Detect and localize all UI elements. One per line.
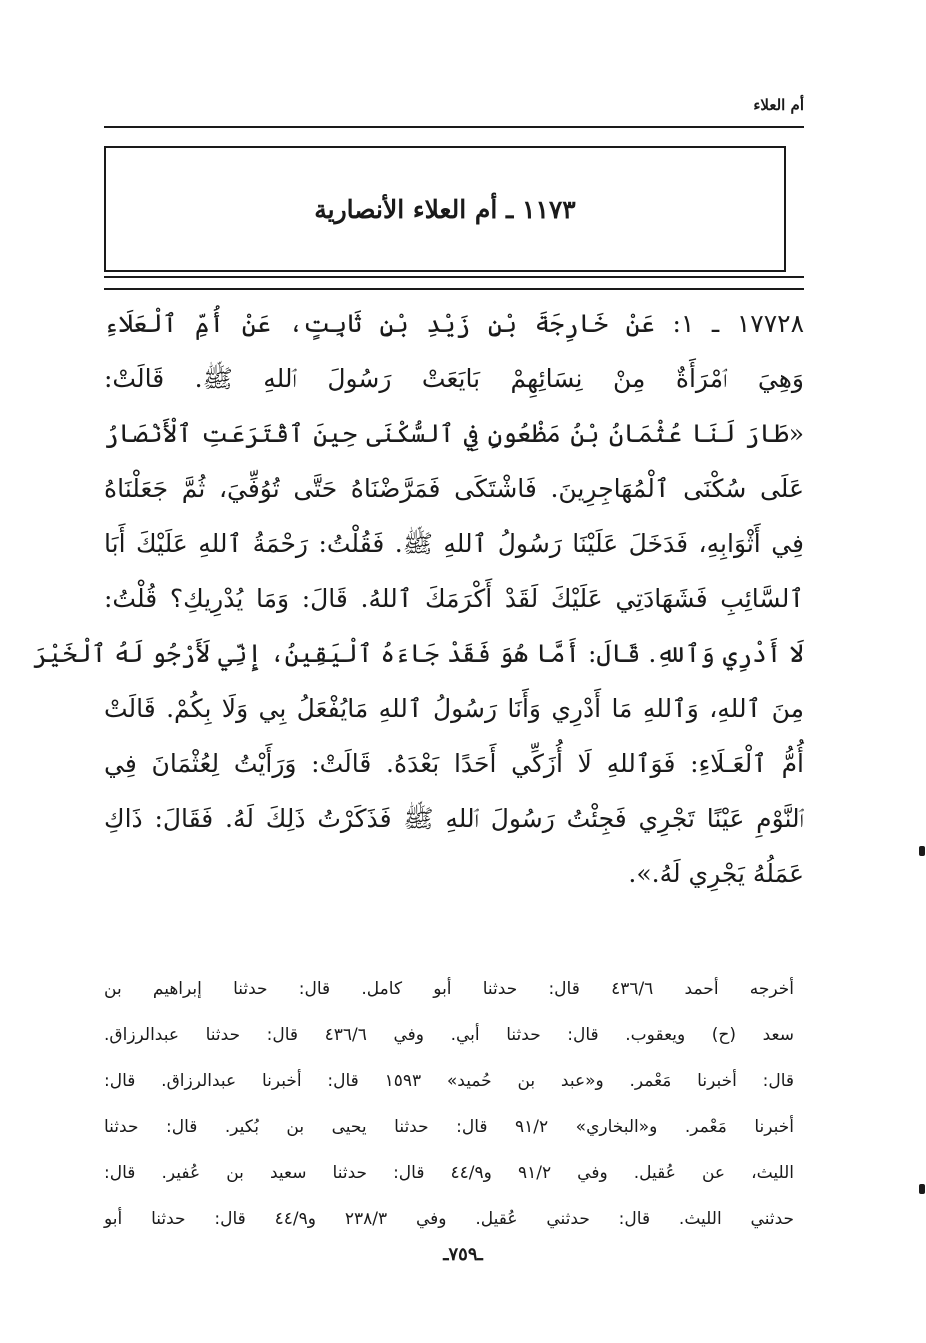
hadith-line: عَلَى سُكْنَى ٱلْمُهَاجِرِينَ. فَاشْتَكَى فَمَرَّضْنَاهُ حَتَّى تُوُفِّيَ، ثُمَّ جَعَلْنَاهُ [104, 474, 804, 503]
entry-title-box [104, 146, 786, 272]
entry-title: ١١٧٣ ـ أم العلاء الأنصارية [314, 194, 576, 224]
running-head [104, 92, 804, 128]
hadith-line: ٱلسَّائِبِ فَشَهَادَتِي عَلَيْكَ لَقَدْ أَكْرَمَكَ ٱللهُ. قَالَ: وَمَا يُدْرِيكِ؟ قُلْتُ: [104, 584, 804, 613]
running-head-text: أم العلاء [747, 96, 804, 114]
title-divider-top [104, 276, 804, 278]
page-number: ـ٧٥٩ـ [443, 1244, 483, 1265]
hadith-line: لَا أَدْرِي وَٱللهِ. قَالَ: أَمَّا هُوَ فَقَدْ جَاءَهُ ٱلْيَقِينُ، إِنِّي لَأَرْجُو لَهُ ٱلْخَيْرَ [33, 639, 804, 668]
scan-edge-mark [919, 846, 925, 856]
hadith-line: ١٧٧٢٨ ـ ١: عَنْ خَارِجَةَ بْنِ زَيْدِ بْنِ ثَابِتٍ، عَنْ أُمِّ ٱلْعَلَاءِ [104, 309, 804, 338]
takhrij-line: قال: أخبرنا مَعْمر. و«عبد بن حُميد» ١٥٩٣ قال: أخبرنا عبدالرزاق. قال: [104, 1071, 795, 1091]
hadith-text [33, 296, 804, 901]
takhrij-footnote [104, 966, 794, 1242]
title-divider-bottom [104, 288, 804, 290]
hadith-line: أُمُّ ٱلْعَـلَاءِ: فَوَٱللهِ لَا أُزَكِّي أَحَدًا بَعْدَهُ. قَالَتْ: وَرَأَيْتُ لِعُثْمَانَ فِي [104, 749, 804, 778]
takhrij-line: أخبرنا مَعْمر. و«البخاري» ٩١/٢ قال: حدثنا يحيى بن بُكير. قال: حدثنا [104, 1117, 794, 1137]
hadith-line-last: عَمَلُهُ يَجْرِي لَهُ.». [628, 859, 804, 888]
hadith-line: مِنَ ٱللهِ، وَٱللهِ مَا أَدْرِي وَأَنَا رَسُولُ ٱللهِ مَايُفْعَلُ بِي وَلَا بِكُمْ. قَالَتْ [104, 694, 804, 723]
hadith-line: فِي أَثْوَابِهِ، فَدَخَلَ عَلَيْنَا رَسُولُ ٱللهِ ﷺ. فَقُلْتُ: رَحْمَةُ ٱللهِ عَلَيْكَ أَبَا [104, 529, 804, 558]
hadith-line: «طَارَ لَنَا عُثْمَانُ بْنُ مَظْعُونٍ فِي ٱلسُّكْنَى حِينَ ٱقْتَرَعَتِ ٱلْأَنْصَارُ [104, 419, 804, 448]
takhrij-line: حدثني الليث. قال: حدثني عُقيل. وفي ٢٣٨/٣ و٤٤/٩ قال: حدثنا أبو [104, 1209, 794, 1229]
hadith-line: وَهِيَ ٱمْرَأَةٌ مِنْ نِسَائِهِمْ بَايَعَتْ رَسُولَ ٱللهِ ﷺ. قَالَتْ: [104, 364, 804, 393]
hadith-line: ٱلنَّوْمِ عَيْنًا تَجْرِي فَجِئْتُ رَسُولَ ٱللهِ ﷺ فَذَكَرْتُ ذَلِكَ لَهُ. فَقَالَ: ذَاكِ [104, 804, 804, 833]
takhrij-line: أخرجه أحمد ٤٣٦/٦ قال: حدثنا أبو كامل. قال: حدثنا إبراهيم بن [104, 979, 794, 999]
scan-edge-mark [919, 1184, 925, 1194]
takhrij-line: الليث، عن عُقيل. وفي ٩١/٢ و٤٤/٩ قال: حدثنا سعيد بن عُفير. قال: [104, 1163, 794, 1183]
takhrij-line: سعد (ح) ويعقوب. قال: حدثنا أبي. وفي ٤٣٦/٦ قال: حدثنا عبدالرزاق. [104, 1025, 795, 1045]
